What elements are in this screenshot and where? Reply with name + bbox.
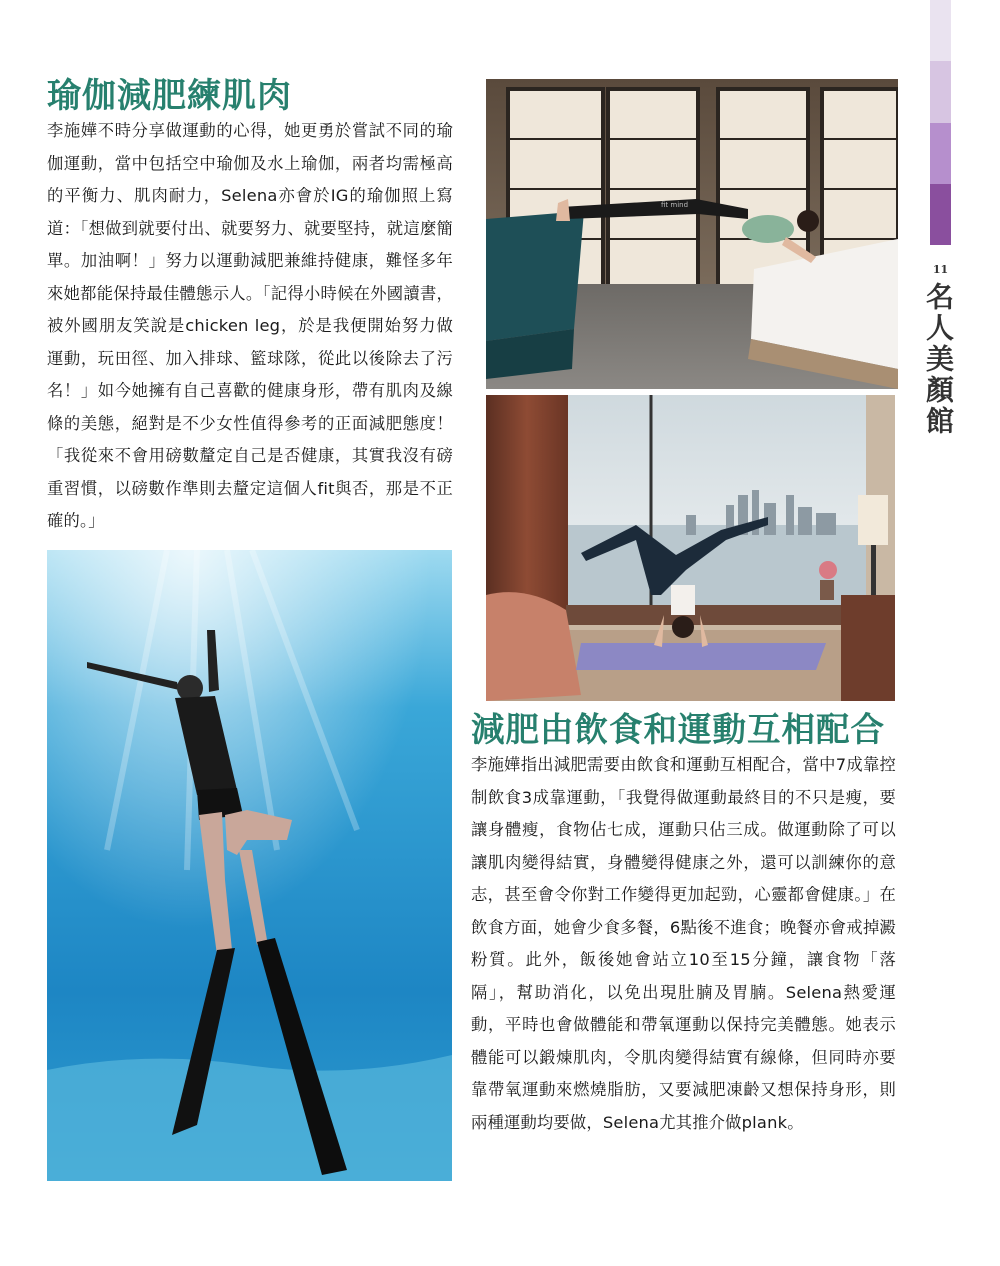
- color-block-1: [930, 0, 951, 61]
- color-block-2: [930, 61, 951, 122]
- color-block-4: [930, 184, 951, 245]
- article1-body: 李施嬅不時分享做運動的心得，她更勇於嘗試不同的瑜伽運動，當中包括空中瑜伽及水上瑜伽，兩者均需極高的平衡力、肌肉耐力，Selena亦會於IG的瑜伽照上寫道：「想做到就要付出、就要努力、就要堅持，就這麼簡單。加油啊！」努力以運動減肥兼維持健康，難怪多年來她都能保持最佳體態示人。「記得小時候在外國讀書，被外國朋友笑說是chicken leg，於是我便開始努力做運動，玩田徑、加入排球、籃球隊，從此以後除去了污名！」如今她擁有自己喜歡的健康身形，帶有肌肉及線條的美態，絕對是不少女性值得參考的正面減肥態度！「我從來不會用磅數釐定自己是否健康，其實我沒有磅重習慣，以磅數作準則去釐定這個人fit與否，那是不正確的。」: [47, 121, 453, 530]
- color-block-3: [930, 123, 951, 184]
- yoga-headstand-photo: [486, 395, 895, 701]
- yoga-plank-photo: [486, 79, 898, 389]
- page-number: 11: [932, 263, 949, 276]
- section-title: 名人美顏館: [922, 282, 955, 437]
- article2-heading: 減肥由飲食和運動互相配合: [471, 710, 885, 749]
- plank-print-label: fit mind: [661, 201, 689, 209]
- article1-heading: 瑜伽減肥練肌肉: [47, 76, 292, 116]
- freediving-photo: [47, 550, 452, 1181]
- section-color-tab: [930, 0, 951, 245]
- article2-body: 李施嬅指出減肥需要由飲食和運動互相配合，當中7成靠控制飲食3成靠運動，「我覺得做運動最終目的不只是瘦，要讓身體瘦，食物佔七成，運動只佔三成。做運動除了可以讓肌肉變得結實，身體變得健康之外，還可以訓練你的意志，甚至會令你對工作變得更加起勁，心靈都會健康。」在飲食方面，她會少食多餐，6點後不進食；晚餐亦會戒掉澱粉質。此外，飯後她會站立10至15分鐘，讓食物「落隔」，幫助消化，以免出現肚腩及胃腩。Selena熱愛運動，平時也會做體能和帶氧運動以保持完美體態。她表示體能可以鍛煉肌肉，令肌肉變得結實有線條，但同時亦要靠帶氧運動來燃燒脂肪，又要減肥凍齡又想保持身形，則兩種運動均要做，Selena尤其推介做plank。: [471, 755, 896, 1132]
